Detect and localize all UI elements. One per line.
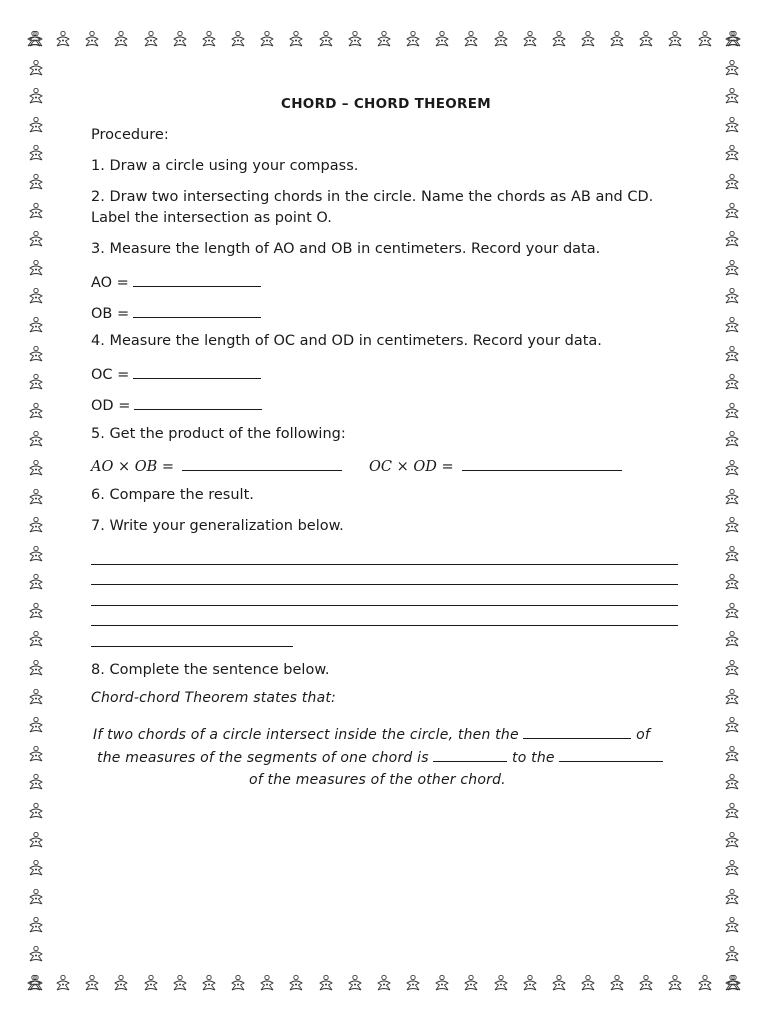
flower-ornament-icon — [722, 773, 742, 793]
flower-ornament-icon — [722, 59, 742, 79]
flower-ornament-icon — [53, 974, 73, 994]
flower-ornament-icon — [722, 602, 742, 622]
flower-ornament-icon — [26, 459, 46, 479]
ao-row — [91, 272, 261, 291]
flower-ornament-icon — [520, 30, 540, 50]
flower-ornament-icon — [111, 30, 131, 50]
flower-ornament-icon — [722, 916, 742, 936]
flower-ornament-icon — [722, 87, 742, 107]
theorem-intro: Chord-chord Theorem states that: — [91, 690, 336, 706]
flower-ornament-icon — [695, 974, 715, 994]
flower-ornament-icon — [432, 30, 452, 50]
flower-ornament-icon — [316, 30, 336, 50]
ao-answer-blank[interactable] — [133, 272, 261, 287]
sentence-part-1: If two chords of a circle intersect inside the circle, then the — [93, 727, 519, 743]
flower-ornament-icon — [578, 30, 598, 50]
flower-ornament-icon — [26, 116, 46, 136]
border-right — [722, 30, 742, 994]
flower-ornament-icon — [403, 30, 423, 50]
flower-ornament-icon — [26, 688, 46, 708]
flower-ornament-icon — [722, 345, 742, 365]
flower-ornament-icon — [26, 716, 46, 736]
flower-ornament-icon — [695, 30, 715, 50]
flower-ornament-icon — [257, 974, 277, 994]
ob-row — [91, 303, 261, 322]
flower-ornament-icon — [199, 974, 219, 994]
flower-ornament-icon — [26, 974, 46, 994]
flower-ornament-icon — [520, 974, 540, 994]
flower-ornament-icon — [228, 974, 248, 994]
flower-ornament-icon — [26, 87, 46, 107]
product-row-1 — [91, 456, 342, 475]
sentence-part-4: to the — [512, 750, 555, 766]
flower-ornament-icon — [26, 316, 46, 336]
flower-ornament-icon — [26, 630, 46, 650]
oc-row — [91, 364, 261, 383]
flower-ornament-icon — [607, 30, 627, 50]
procedure-label: Procedure: — [91, 127, 169, 143]
od-row — [91, 395, 262, 414]
step-8: 8. Complete the sentence below. — [91, 662, 330, 678]
flower-ornament-icon — [26, 230, 46, 250]
flower-ornament-icon — [26, 888, 46, 908]
generalization-line-4[interactable] — [91, 625, 678, 626]
worksheet-title: CHORD – CHORD THEOREM — [281, 96, 491, 112]
flower-ornament-icon — [403, 974, 423, 994]
border-left — [26, 30, 46, 994]
flower-ornament-icon — [111, 974, 131, 994]
flower-ornament-icon — [26, 287, 46, 307]
step-5: 5. Get the product of the following: — [91, 426, 346, 442]
product-row-2 — [369, 456, 622, 475]
product-1-blank[interactable] — [182, 456, 342, 471]
flower-ornament-icon — [722, 974, 742, 994]
flower-ornament-icon — [53, 30, 73, 50]
flower-ornament-icon — [722, 688, 742, 708]
flower-ornament-icon — [26, 602, 46, 622]
flower-ornament-icon — [607, 974, 627, 994]
flower-ornament-icon — [491, 30, 511, 50]
flower-ornament-icon — [491, 974, 511, 994]
flower-ornament-icon — [722, 202, 742, 222]
product-1-label: AO × OB = — [91, 459, 175, 475]
product-2-blank[interactable] — [462, 456, 622, 471]
flower-ornament-icon — [722, 488, 742, 508]
sentence-part-3: the measures of the segments of one chord is — [97, 750, 429, 766]
flower-ornament-icon — [286, 30, 306, 50]
flower-ornament-icon — [665, 30, 685, 50]
flower-ornament-icon — [722, 173, 742, 193]
sentence-blank-3[interactable] — [559, 749, 663, 762]
flower-ornament-icon — [170, 974, 190, 994]
flower-ornament-icon — [722, 402, 742, 422]
flower-ornament-icon — [316, 974, 336, 994]
sentence-blank-1[interactable] — [523, 726, 631, 739]
flower-ornament-icon — [345, 30, 365, 50]
flower-ornament-icon — [26, 59, 46, 79]
flower-ornament-icon — [722, 716, 742, 736]
flower-ornament-icon — [722, 316, 742, 336]
flower-ornament-icon — [257, 30, 277, 50]
sentence-blank-2[interactable] — [433, 749, 507, 762]
flower-ornament-icon — [461, 974, 481, 994]
flower-ornament-icon — [26, 916, 46, 936]
flower-ornament-icon — [26, 945, 46, 965]
flower-ornament-icon — [374, 30, 394, 50]
step-6: 6. Compare the result. — [91, 487, 254, 503]
flower-ornament-icon — [722, 630, 742, 650]
flower-ornament-icon — [722, 573, 742, 593]
flower-ornament-icon — [722, 516, 742, 536]
flower-ornament-icon — [636, 30, 656, 50]
flower-ornament-icon — [432, 974, 452, 994]
flower-ornament-icon — [26, 802, 46, 822]
flower-ornament-icon — [578, 974, 598, 994]
step-2-continued: Label the intersection as point O. — [91, 210, 332, 226]
border-top — [24, 30, 744, 50]
flower-ornament-icon — [549, 974, 569, 994]
flower-ornament-icon — [26, 831, 46, 851]
flower-ornament-icon — [461, 30, 481, 50]
flower-ornament-icon — [141, 30, 161, 50]
flower-ornament-icon — [26, 859, 46, 879]
generalization-line-1[interactable] — [91, 564, 678, 565]
step-3: 3. Measure the length of AO and OB in centimeters. Record your data. — [91, 241, 601, 257]
od-label: OD = — [91, 398, 131, 414]
flower-ornament-icon — [26, 745, 46, 765]
step-2: 2. Draw two intersecting chords in the circle. Name the chords as AB and CD. — [91, 189, 654, 205]
flower-ornament-icon — [345, 974, 365, 994]
flower-ornament-icon — [374, 974, 394, 994]
flower-ornament-icon — [26, 373, 46, 393]
flower-ornament-icon — [199, 30, 219, 50]
flower-ornament-icon — [26, 30, 46, 50]
flower-ornament-icon — [722, 859, 742, 879]
flower-ornament-icon — [228, 30, 248, 50]
od-answer-blank[interactable] — [134, 395, 262, 410]
flower-ornament-icon — [26, 259, 46, 279]
flower-ornament-icon — [286, 974, 306, 994]
step-4: 4. Measure the length of OC and OD in centimeters. Record your data. — [91, 333, 602, 349]
oc-answer-blank[interactable] — [133, 364, 261, 379]
flower-ornament-icon — [141, 974, 161, 994]
flower-ornament-icon — [722, 30, 742, 50]
product-2-label: OC × OD = — [369, 459, 454, 475]
ob-label: OB = — [91, 306, 130, 322]
flower-ornament-icon — [665, 974, 685, 994]
flower-ornament-icon — [636, 974, 656, 994]
flower-ornament-icon — [722, 459, 742, 479]
flower-ornament-icon — [722, 230, 742, 250]
flower-ornament-icon — [722, 831, 742, 851]
flower-ornament-icon — [722, 945, 742, 965]
flower-ornament-icon — [26, 402, 46, 422]
flower-ornament-icon — [722, 116, 742, 136]
ob-answer-blank[interactable] — [133, 303, 261, 318]
generalization-line-2[interactable] — [91, 584, 678, 585]
sentence-line-1 — [93, 726, 650, 743]
flower-ornament-icon — [26, 545, 46, 565]
ao-label: AO = — [91, 275, 129, 291]
flower-ornament-icon — [170, 30, 190, 50]
sentence-part-2: of — [636, 727, 650, 743]
flower-ornament-icon — [82, 30, 102, 50]
flower-ornament-icon — [26, 144, 46, 164]
flower-ornament-icon — [722, 430, 742, 450]
sentence-part-5: of the measures of the other chord. — [249, 772, 506, 788]
flower-ornament-icon — [82, 974, 102, 994]
flower-ornament-icon — [26, 202, 46, 222]
flower-ornament-icon — [722, 659, 742, 679]
flower-ornament-icon — [722, 373, 742, 393]
flower-ornament-icon — [722, 745, 742, 765]
flower-ornament-icon — [26, 488, 46, 508]
flower-ornament-icon — [26, 573, 46, 593]
border-bottom — [24, 974, 744, 994]
flower-ornament-icon — [26, 659, 46, 679]
sentence-line-2 — [97, 749, 663, 766]
generalization-line-3[interactable] — [91, 605, 678, 606]
step-1: 1. Draw a circle using your compass. — [91, 158, 359, 174]
flower-ornament-icon — [722, 287, 742, 307]
flower-ornament-icon — [26, 345, 46, 365]
flower-ornament-icon — [722, 545, 742, 565]
flower-ornament-icon — [722, 888, 742, 908]
flower-ornament-icon — [26, 173, 46, 193]
flower-ornament-icon — [722, 144, 742, 164]
flower-ornament-icon — [722, 259, 742, 279]
step-7: 7. Write your generalization below. — [91, 518, 344, 534]
flower-ornament-icon — [26, 773, 46, 793]
generalization-line-5[interactable] — [91, 646, 293, 647]
flower-ornament-icon — [26, 516, 46, 536]
oc-label: OC = — [91, 367, 130, 383]
flower-ornament-icon — [549, 30, 569, 50]
flower-ornament-icon — [26, 430, 46, 450]
flower-ornament-icon — [722, 802, 742, 822]
